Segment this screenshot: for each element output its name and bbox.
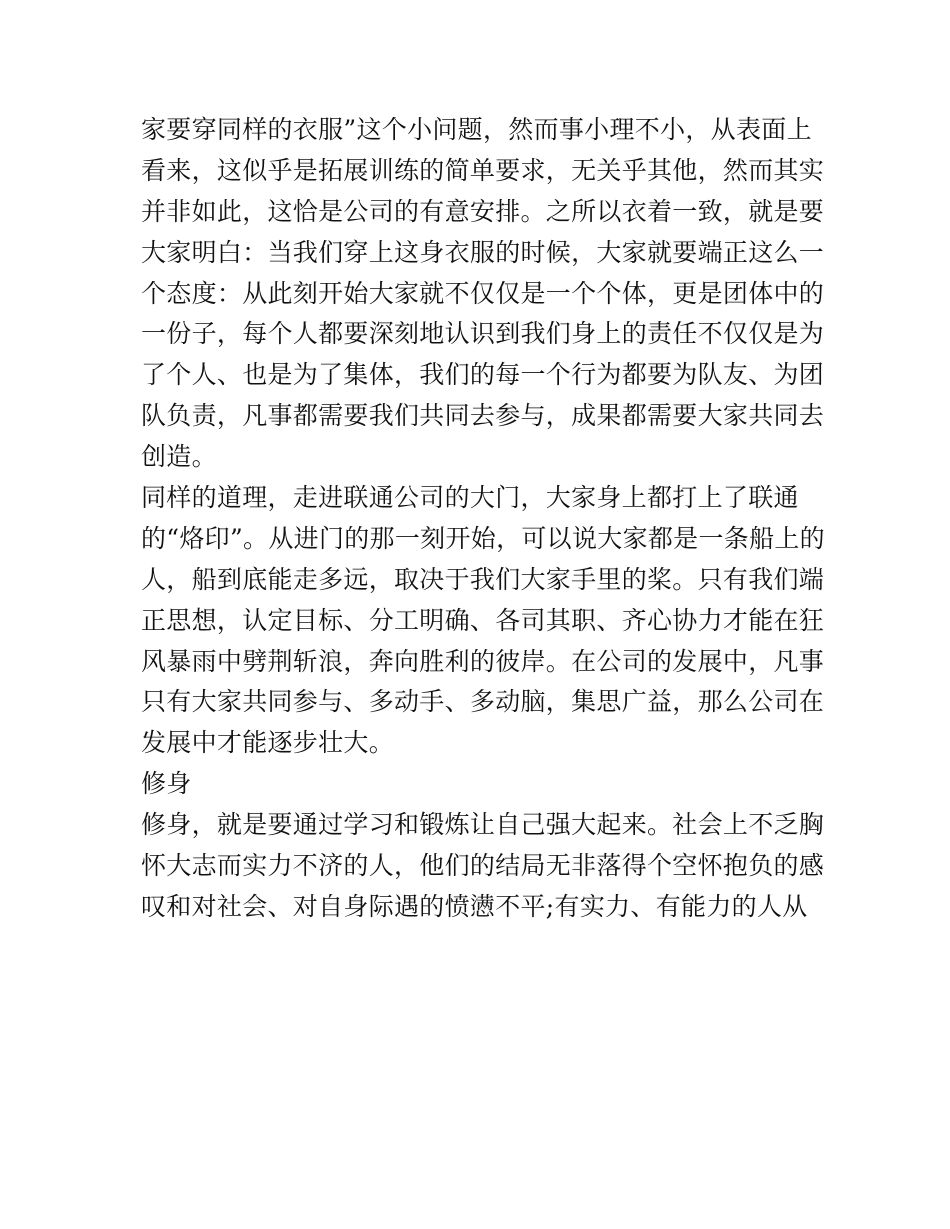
text-line: 一份子，每个人都要深刻地认识到我们身上的责任不仅仅是为 [141, 319, 825, 349]
text-line: 队负责，凡事都需要我们共同去参与，成果都需要大家共同去 [141, 401, 825, 431]
text-line: 正思想，认定目标、分工明确、各司其职、齐心协力才能在狂 [141, 605, 825, 635]
text-line: 叹和对社会、对自身际遇的愤懑不平;有实力、有能力的人从 [141, 891, 808, 921]
text-line: 个态度：从此刻开始大家就不仅仅是一个个体，更是团体中的 [141, 278, 825, 308]
text-line: 家要穿同样的衣服”这个小问题，然而事小理不小，从表面上 [141, 115, 812, 144]
text-line: 风暴雨中劈荆斩浪，奔向胜利的彼岸。在公司的发展中，凡事 [141, 646, 825, 676]
text-line: 创造。 [141, 442, 217, 472]
text-line: 只有大家共同参与、多动手、多动脑，集思广益，那么公司在 [141, 687, 825, 717]
text-line: 人，船到底能走多远，取决于我们大家手里的桨。只有我们端 [141, 564, 825, 594]
text-line: 并非如此，这恰是公司的有意安排。之所以衣着一致，就是要 [141, 196, 825, 226]
document-body [141, 110, 825, 928]
text-line: 修身，就是要通过学习和锻炼让自己强大起来。社会上不乏胸 [141, 810, 825, 840]
text-line: 怀大志而实力不济的人，他们的结局无非落得个空怀抱负的感 [141, 851, 825, 881]
text-line: 看来，这似乎是拓展训练的简单要求，无关乎其他，然而其实 [141, 155, 825, 185]
text-line: 大家明白：当我们穿上这身衣服的时候，大家就要端正这么一 [141, 237, 825, 267]
section-heading: 修身 [141, 769, 192, 799]
text-line: 同样的道理，走进联通公司的大门，大家身上都打上了联通 [141, 483, 799, 513]
text-line: 发展中才能逐步壮大。 [141, 728, 395, 758]
text-line: 了个人、也是为了集体，我们的每一个行为都要为队友、为团 [141, 360, 825, 390]
text-line: 的“烙印”。从进门的那一刻开始，可以说大家都是一条船上的 [141, 523, 825, 553]
